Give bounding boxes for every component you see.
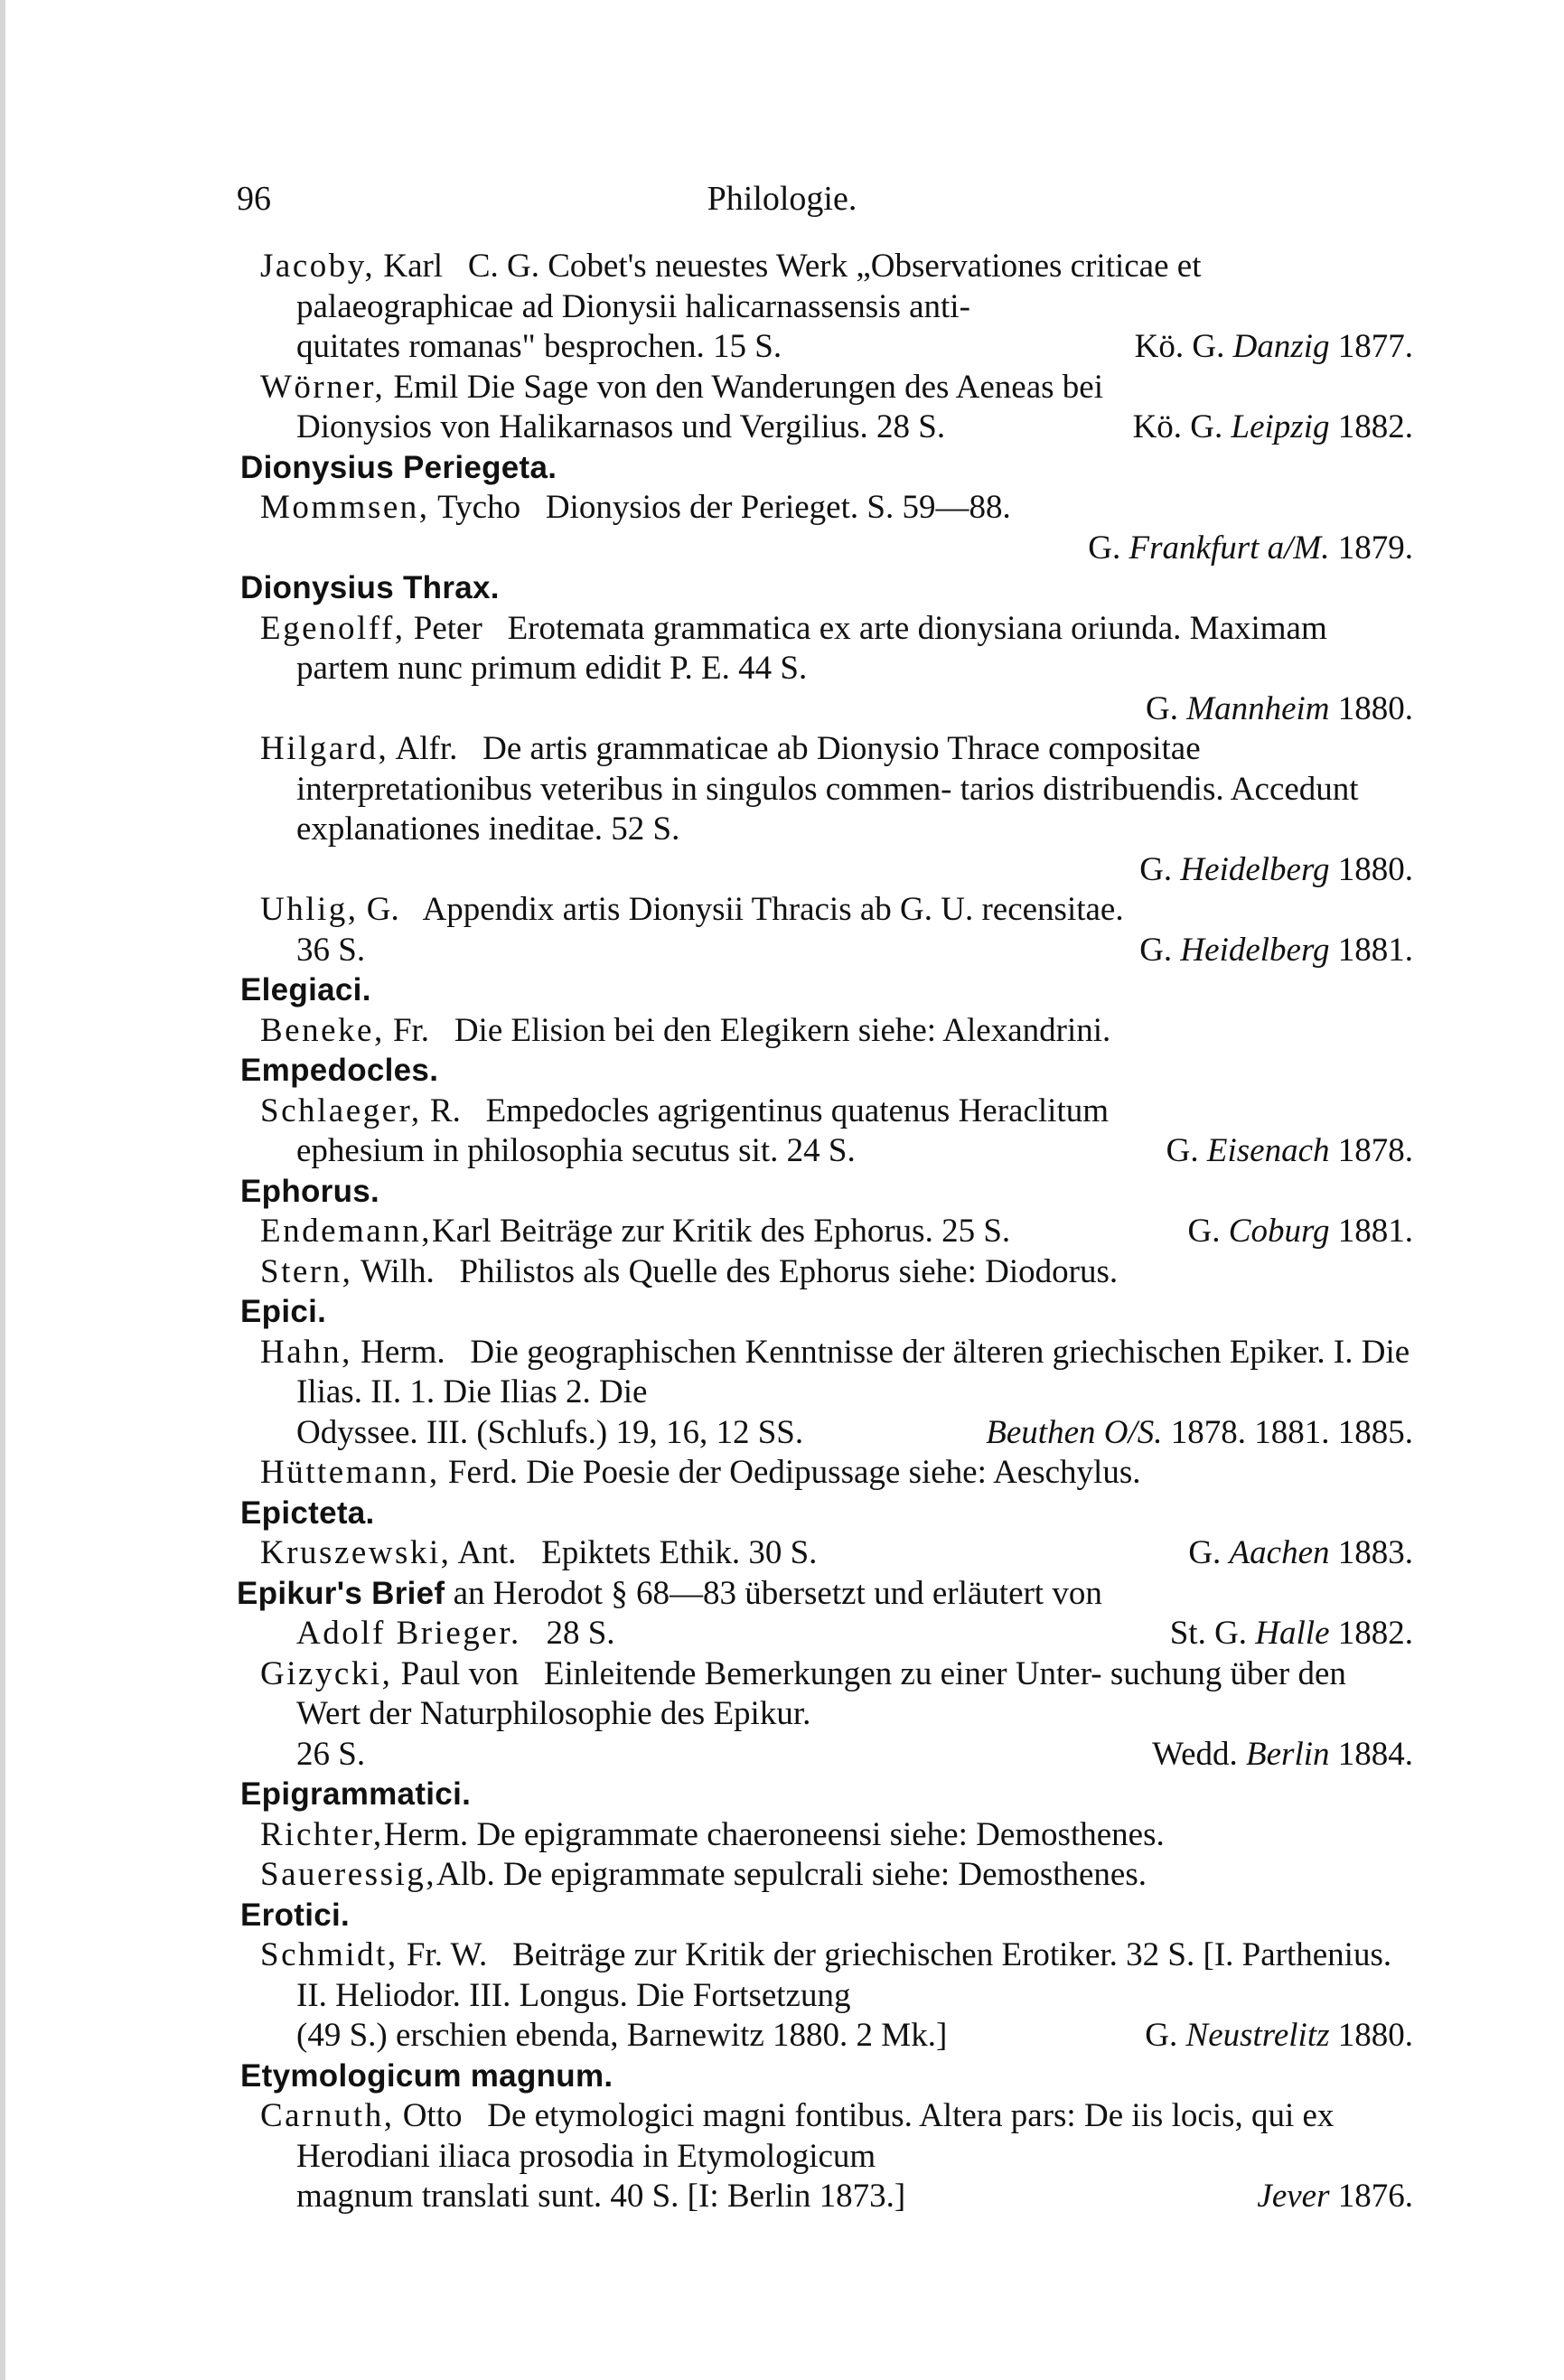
entry-author: Schmidt, [260,1936,398,1973]
entry-city: Leipzig [1231,408,1330,445]
entry-egenolff [237,609,1413,730]
entry-year: 1882. [1337,408,1413,445]
entry-text: compositae interpretationibus veteribus in singulos commen- [296,730,1201,808]
entry-imprint [296,1131,1413,1172]
entry-text: Dionysios der Perieget. S. 59—88. [545,489,1011,526]
entry-author: Kruszewski, [260,1534,452,1571]
entry-school: G. [1088,529,1121,567]
entry-imprint [260,1212,1413,1252]
entry-first-name: Fr. W. [406,1936,488,1973]
entry-imprint [296,2177,1413,2217]
entry-kruszewski [237,1533,1413,1574]
entry-text: De epigrammate chaeroneensi siehe: Demosthenes. [476,1815,1165,1853]
entry-text: oriunda. Maximam partem nunc primum edidit P. E. 44 S. [296,609,1327,687]
entry-text: Beiträge zur Kritik der griechischen Erotiker. [512,1936,1118,1973]
entry-first-name: Karl [383,248,444,285]
entry-hahn [237,1333,1413,1454]
entry-author: Adolf Brieger. [296,1615,521,1652]
page-number: 96 [237,180,271,218]
entry-author: Wörner, [260,368,386,406]
entry-text: Die Sage von den Wanderungen des Aeneas bei [466,368,1103,406]
entry-text: 26 S. [296,1735,366,1773]
entry-text: De etymologici magni fontibus. Altera pars: [487,2097,1076,2134]
entry-huettemann [237,1453,1413,1494]
entry-saueressig [237,1855,1413,1896]
entry-city: Heidelberg [1180,850,1330,888]
entry-text: Odyssee. III. (Schlufs.) 19, 16, 12 SS. [296,1413,804,1451]
entry-brieger [237,1574,1413,1654]
entry-school: Kö. G. [1132,408,1223,445]
entry-school: G. [1145,2017,1178,2054]
entry-jacoby [237,247,1413,368]
entry-year: 1881. [1337,931,1413,969]
entry-first-name: Emil [393,368,459,406]
entry-text: Einleitende Bemerkungen zu einer Unter- [543,1654,1102,1692]
entry-beneke [237,1011,1413,1052]
entry-first-name: Fr. [392,1011,430,1049]
entry-author: Richter, [260,1815,384,1853]
entry-year: 1882. [1337,1615,1413,1652]
entry-text: 28 S. [546,1615,615,1652]
running-title: Philologie. [707,180,857,218]
entry-year: 1878. [1337,1132,1413,1169]
entry-text: griechischen Epiker. I. Die Ilias. II. 1. Die Ilias 2. Die [296,1333,1410,1410]
entry-imprint [296,1614,1413,1654]
section-heading: Ephorus. [240,1173,380,1209]
entry-school: G. [1139,850,1173,888]
entry-author: Hilgard, [260,730,389,767]
entry-mommsen [237,488,1413,568]
entry-uhlig [237,890,1413,970]
entry-city: Halle [1255,1615,1330,1652]
entry-text: Dionysios von Halikarnasos und Vergilius. 28 S. [296,408,946,445]
section-heading: Epigrammatici. [240,1776,472,1812]
entry-author: Jacoby, [260,248,376,285]
entry-author: Endemann, [260,1213,432,1250]
entry-school: Wedd. [1152,1735,1238,1773]
entry-author: Carnuth, [260,2097,395,2134]
entry-imprint [296,327,1413,368]
entry-text: Empedocles agrigentinus quatenus Heraclitum [485,1092,1110,1129]
section-heading: Epici. [240,1294,327,1329]
entry-author: Uhlig, [260,891,359,928]
entry-text: 32 S. [I. Parthenius. II. Heliodor. III. Longus. Die Fortsetzung [296,1936,1392,2014]
entry-text: De epigrammate sepulcrali siehe: Demosthenes. [503,1856,1147,1893]
entry-year: 1876. [1337,2178,1413,2215]
entry-author: Egenolff, [260,609,406,647]
entry-schmidt [237,1935,1413,2057]
entry-author: Schlaeger, [260,1092,422,1129]
section-heading: Epicteta. [240,1495,375,1531]
entry-schlaeger [237,1092,1413,1172]
section-heading: Dionysius Thrax. [240,570,500,605]
entry-text: De artis grammaticae ab Dionysio Thrace [482,730,1040,767]
entry-city: Danzig [1232,328,1330,365]
entry-author: Beneke, [260,1011,385,1049]
entry-text: Appendix artis Dionysii Thracis ab G. U. recensitae. [422,891,1124,928]
entry-first-name: Wilh. [360,1252,435,1290]
entry-text: suchung über den Wert der Naturphilosophie des Epikur. [296,1654,1346,1732]
entry-first-name: Alfr. [395,730,458,767]
section-heading: Erotici. [240,1897,351,1933]
section-heading: Elegiaci. [240,972,371,1007]
scan-edge [0,0,5,2380]
entry-imprint [296,2016,1413,2057]
entry-first-name: R. [429,1092,461,1129]
entry-text: ephesium in philosophia secutus sit. 24 S. [296,1132,856,1169]
entry-school: St. G. [1169,1615,1248,1652]
bibliography-list [237,247,1413,2217]
entry-imprint [296,850,1413,891]
entry-author: Mommsen, [260,489,430,526]
entry-text: Die Poesie der Oedipussage siehe: Aeschylus. [526,1454,1141,1491]
entry-imprint [260,1533,1413,1574]
entry-city: Heidelberg [1180,931,1330,969]
entry-first-name: Herm. [361,1333,445,1371]
entry-school: G. [1188,1534,1222,1571]
entry-year: 1883. [1337,1534,1413,1571]
entry-year: 1878. 1881. 1885. [1170,1413,1413,1451]
entry-first-name: Otto [402,2097,463,2134]
entry-text: De iis locis, qui ex Herodiani iliaca prosodia in Etymologicum [296,2097,1335,2175]
entry-first-name: Ant. [457,1534,517,1571]
entry-text: C. G. Cobet's neuestes Werk „Observationes [467,248,1063,285]
section-heading: Empedocles. [240,1053,439,1088]
entry-city: Beuthen O/S. [986,1413,1163,1451]
entry-imprint [296,689,1413,730]
entry-city: Aachen [1229,1534,1330,1571]
entry-year: 1880. [1337,689,1413,727]
entry-text: 36 S. [296,931,366,969]
entry-year: 1877. [1337,328,1413,365]
entry-first-name: Peter [413,609,482,647]
entry-hilgard [237,729,1413,890]
entry-text: Philistos als Quelle des Ephorus siehe: Diodorus. [459,1252,1119,1290]
entry-year: 1880. [1337,850,1413,888]
entry-imprint [296,1413,1413,1454]
entry-author: Hüttemann, [260,1454,440,1491]
entry-imprint [296,931,1413,971]
section-heading: Epikur's Brief [237,1575,445,1611]
entry-year: 1879. [1337,529,1413,567]
entry-text: Die geographischen Kenntnisse der älteren [470,1333,1044,1371]
entry-city: Eisenach [1206,1132,1330,1169]
entry-text: Epiktets Ethik. 30 S. [541,1534,818,1571]
entry-school: G. [1139,931,1173,969]
entry-school: G. [1146,689,1178,727]
entry-text: an Herodot § 68—83 übersetzt und erläutert von [453,1574,1102,1612]
entry-author: Gizycki, [260,1654,393,1692]
entry-school: Kö. G. [1134,328,1225,365]
entry-first-name: Tycho [437,489,521,526]
entry-text: Die Elision bei den Elegikern siehe: Alexandrini. [454,1011,1111,1049]
entry-year: 1884. [1337,1735,1413,1773]
entry-author: Saueressig, [260,1856,436,1893]
entry-first-name: Alb. [436,1856,495,1893]
section-heading: Etymologicum magnum. [240,2057,613,2094]
entry-text: tarios distribuendis. Accedunt explanationes ineditae. 52 S. [296,770,1359,848]
entry-city: Berlin [1246,1735,1330,1773]
entry-city: Frankfurt a/M. [1129,529,1330,567]
entry-text: Beiträge zur Kritik des Ephorus. 25 S. [499,1213,1011,1250]
entry-stern [237,1252,1413,1293]
entry-first-name: Ferd. [447,1454,518,1491]
entry-school: G. [1166,1132,1199,1169]
entry-author: Stern, [260,1252,353,1290]
entry-city: Coburg [1228,1213,1330,1250]
entry-first-name: Karl [431,1213,492,1250]
entry-gizycki [237,1654,1413,1776]
entry-imprint [296,1735,1413,1776]
entry-year: 1881. [1337,1213,1413,1250]
entry-text: criticae et palaeographicae ad Dionysii halicarnassensis anti- [296,248,1202,325]
entry-first-name: Herm. [383,1815,469,1853]
entry-first-name: Paul von [400,1654,520,1692]
entry-text: (49 S.) erschien ebenda, Barnewitz 1880. 2 Mk.] [296,2017,948,2054]
entry-richter [237,1815,1413,1856]
entry-text: quitates romanas" besprochen. 15 S. [296,328,782,365]
entry-imprint [296,529,1413,569]
entry-author: Hahn, [260,1333,352,1371]
entry-city: Neustrelitz [1185,2017,1330,2054]
entry-text: magnum translati sunt. 40 S. [I: Berlin 1873.] [296,2178,906,2215]
entry-city: Mannheim [1186,689,1330,727]
entry-year: 1880. [1337,2017,1413,2054]
entry-endemann [237,1212,1413,1252]
entry-first-name: G. [366,891,399,928]
entry-city: Jever [1257,2178,1330,2215]
entry-imprint [296,408,1413,448]
section-heading: Dionysius Periegeta. [240,449,557,485]
entry-text: Erotemata grammatica ex arte dionysiana [507,609,1063,647]
entry-woerner [237,368,1413,448]
entry-school: G. [1187,1213,1221,1250]
entry-carnuth [237,2096,1413,2217]
